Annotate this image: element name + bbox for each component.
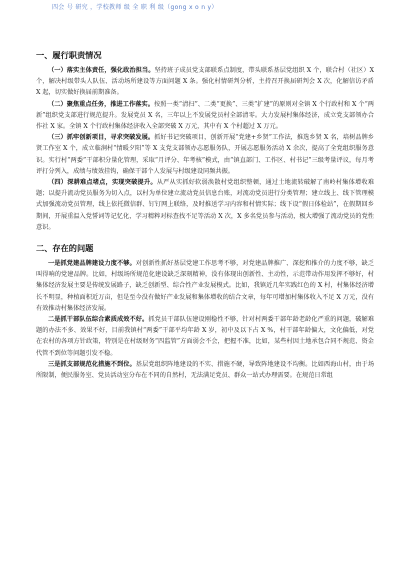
paragraph-text: 对创新性抓好基层党建工作思考不够，对党建品牌推广、深挖和推介的力度不够，缺乏叫得响的党建品牌。比如，村级场所规范化建设缺乏深刻精神，没有体现出创新性、主动性，示范带动作用发挥不够好，村集体经济发展主要是传统发展路子，缺乏创新型、综合性产业发展模式。比如，我镇近几年实践红色的 X 村，村集体经济增长不明显，种植面积近万亩，但是至今没有做好产业发展和集体增收的结合文章，每年可增加村集体收入不足 X 万元，没有有效推动村集体经济发展。 xyxy=(36,260,375,312)
paragraph-lead: （一）落实主体责任，强化政治担当。 xyxy=(48,67,155,74)
paragraph-lead: 三是抓支部规范化措施不到位。 xyxy=(48,360,136,368)
paragraph xyxy=(36,258,374,314)
spacer xyxy=(36,233,374,243)
paragraph-lead: （二）聚焦重点任务，推进工作落实。 xyxy=(48,100,154,108)
watermark-header: 四会 号 研究 ，学校教师 级 全 职 利 级（gong x o n y） xyxy=(52,4,218,11)
paragraph-text: 抓好书记突破项目，创新开展“党建+乡贤”工作法，推选乡贤 X 名，培树品牌乡贤工作室 X 个，成立临涧村“情暖夕阳”等 X 支党支部领办志愿服务队，开展志愿服务活动 X 余次，提高了全党组织服务意识。实行村“两委”干部积分量化管理，采取“月评分、年考核”模式，由“镇直部门、工作区、村书记”三级考量评议，每月考评打分列入，成绩与绩效挂钩，确保干部个人发展与村级建设同频共振。 xyxy=(36,134,374,175)
paragraph-text: 从严从实抓好软弱涣散村党组织整顿，通过土地流转破解了南岭村集体增收难题；以提升流动党员服务为切入点，以村为单位建立流动党员信息台账，对流动党员进行分类管理；建立线上、线下管理模式加强流动党员管理，线上依托微信群、钉钉网上联络，及时推送学习内容和村情实际；线下设“假日体检站”，在假期回乡期间，开展重温入党誓词等记忆化，学习精粹对标查找不足等活动 X 次，X 多名党员参与活动，极大增强了流动党员的党性意识。 xyxy=(36,179,375,231)
paragraph-lead: （四）深耕难点堵点，实现突破提升。 xyxy=(48,179,157,187)
section-heading: 二、存在的问题 xyxy=(36,243,94,254)
paragraph-lead: 二是抓干部队伍综合素质成效不好。 xyxy=(48,316,149,324)
paragraph xyxy=(36,177,374,233)
paragraph-text: 抓党员干部队伍建设刚稳性不够，针对村两委干部年龄老龄化严重的问题，破解难题的办法不多、效果不好，目前我镇村“两委”干部平均年龄 X 岁，初中及以下占 X %，村干部年龄偏大，文化偏低，对党在农村的各项方针政策，特别是在村级财务“四监管”方面弱会不会，把握不准，比如，某些村因土地承包合同不规范、资金代管不到位等问题引发不稳。 xyxy=(36,316,375,357)
paragraph xyxy=(36,359,374,381)
paragraph-text: 基层党组织阵地建设的不实、措施不硬，导致阵地建设不均衡。比如西海山村，由于场所限制，便民服务室、党员活动室分布在不同的自然村，无法满足党员、群众一站式办理需要。在规范日常组 xyxy=(36,360,375,380)
paragraph xyxy=(36,314,374,359)
paragraph xyxy=(36,65,374,99)
paragraph xyxy=(36,132,374,177)
paragraph xyxy=(36,99,374,133)
section-heading: 一、履行职责情况 xyxy=(36,50,102,60)
document-body xyxy=(36,50,374,381)
paragraph-lead: 一是抓党建品牌建设力度不够。 xyxy=(48,260,136,268)
paragraph-text: 坚持班子成员党支部联系点制度，带头联系基层党组织 X 个，联合村（社区）X 个，解决村级带头人队伍、活动场所建设等方面问题 X 条。强化村情研判分析，主持召开换届研判会 X 次，化解信访矛盾 X 起，切实做好换届前期准备。 xyxy=(36,67,374,97)
paragraph-text: 按照一类“清扫”、二类“更换”、三类“扩建”的原则对全镇 X 个行政村和 X 个“两新”组织党支部进行规范提升。发展党员 X 名，三年以上不发展党员村全部清零。大力发展村集体经济，成立党支部领办合作社 X 家。全镇 X 个行政村集体经济收入全部突破 X 万元，其中有 X 个村超过 X 万元。 xyxy=(36,100,374,131)
paragraph-lead: （三）抓牢创新项目，寻求突破发展。 xyxy=(48,134,155,142)
